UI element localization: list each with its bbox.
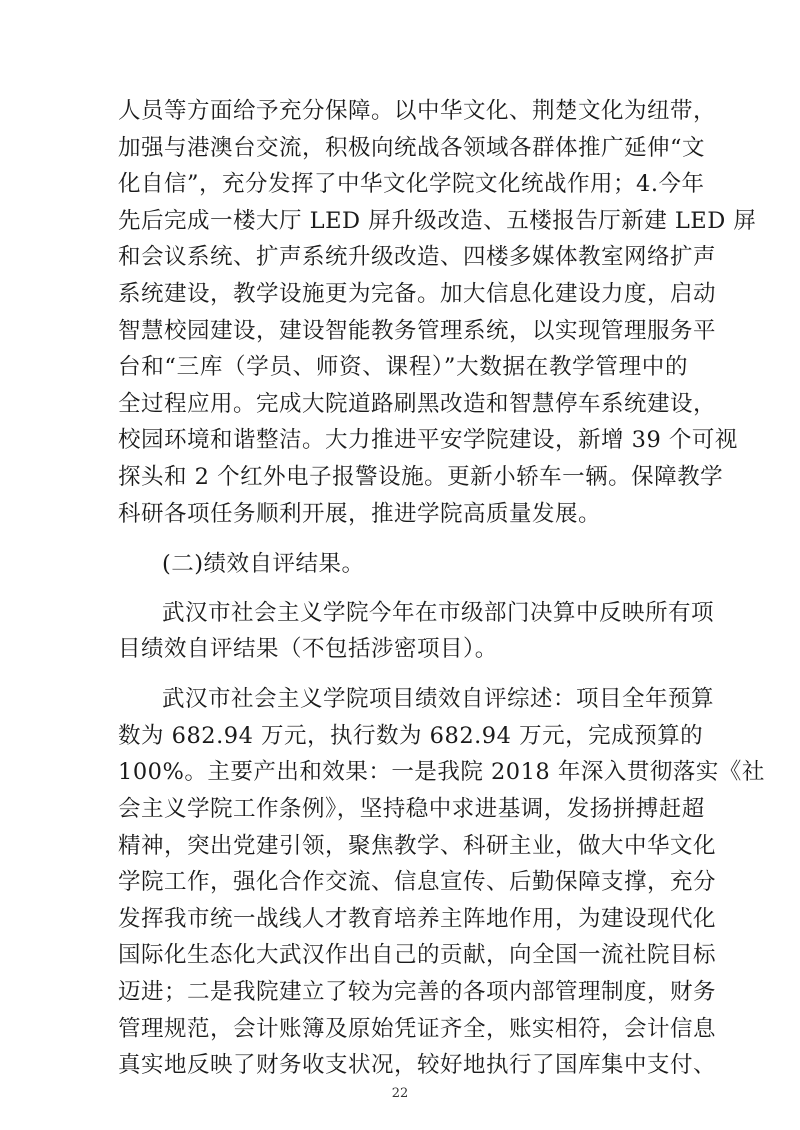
body-text-line: 武汉市社会主义学院项目绩效自评综述：项目全年预算 <box>162 686 715 712</box>
body-text-line: 化自信”，充分发挥了中华文化学院文化统战作用；4.今年 <box>118 171 705 197</box>
body-text-line: 加强与港澳台交流，积极向统战各领域各群体推广延伸“文 <box>118 135 706 161</box>
body-text-line: 目绩效自评结果（不包括涉密项目）。 <box>118 636 498 662</box>
body-text-line: 系统建设，教学设施更为完备。加大信息化建设力度，启动 <box>118 281 717 307</box>
section-heading: (二)绩效自评结果。 <box>162 551 365 577</box>
body-text-line: 和会议系统、扩声系统升级改造、四楼多媒体教室网络扩声 <box>118 244 717 270</box>
body-text-line: 迈进；二是我院建立了较为完善的各项内部管理制度，财务 <box>118 979 717 1005</box>
body-text-line: 台和“三库（学员、师资、课程）”大数据在教学管理中的 <box>118 354 688 380</box>
body-text-line: 探头和 2 个红外电子报警设施。更新小轿车一辆。保障教学 <box>118 464 724 490</box>
body-text-line: 发挥我市统一战线人才教育培养主阵地作用，为建设现代化 <box>118 906 717 932</box>
body-text-line: 学院工作，强化合作交流、信息宣传、后勤保障支撑，充分 <box>118 869 717 895</box>
body-text-line: 数为 682.94 万元，执行数为 682.94 万元，完成预算的 <box>118 723 704 749</box>
body-text-line: 会主义学院工作条例》，坚持稳中求进基调，发扬拼搏赶超 <box>118 796 705 822</box>
body-text-line: 管理规范，会计账簿及原始凭证齐全，账实相符，会计信息 <box>118 1016 717 1042</box>
body-text-line: 全过程应用。完成大院道路刷黑改造和智慧停车系统建设， <box>118 391 717 417</box>
body-text-line: 人员等方面给予充分保障。以中华文化、荆楚文化为纽带， <box>118 98 717 124</box>
body-text-line: 科研各项任务顺利开展，推进学院高质量发展。 <box>118 501 602 527</box>
body-text-line: 智慧校园建设，建设智能教务管理系统，以实现管理服务平 <box>118 318 717 344</box>
body-text-line: 武汉市社会主义学院今年在市级部门决算中反映所有项 <box>162 600 715 626</box>
body-text-line: 精神，突出党建引领，聚焦教学、科研主业，做大中华文化 <box>118 833 717 859</box>
body-text-line: 国际化生态化大武汉作出自己的贡献，向全国一流社院目标 <box>118 942 717 968</box>
body-text-line: 校园环境和谐整洁。大力推进平安学院建设，新增 39 个可视 <box>118 427 738 453</box>
body-text-line: 100%。主要产出和效果：一是我院 2018 年深入贯彻落实《社 <box>118 759 765 785</box>
page-number: 22 <box>391 1086 409 1101</box>
body-text-line: 先后完成一楼大厅 LED 屏升级改造、五楼报告厅新建 LED 屏 <box>118 208 757 234</box>
body-text-line: 真实地反映了财务收支状况，较好地执行了国库集中支付、 <box>118 1052 717 1078</box>
